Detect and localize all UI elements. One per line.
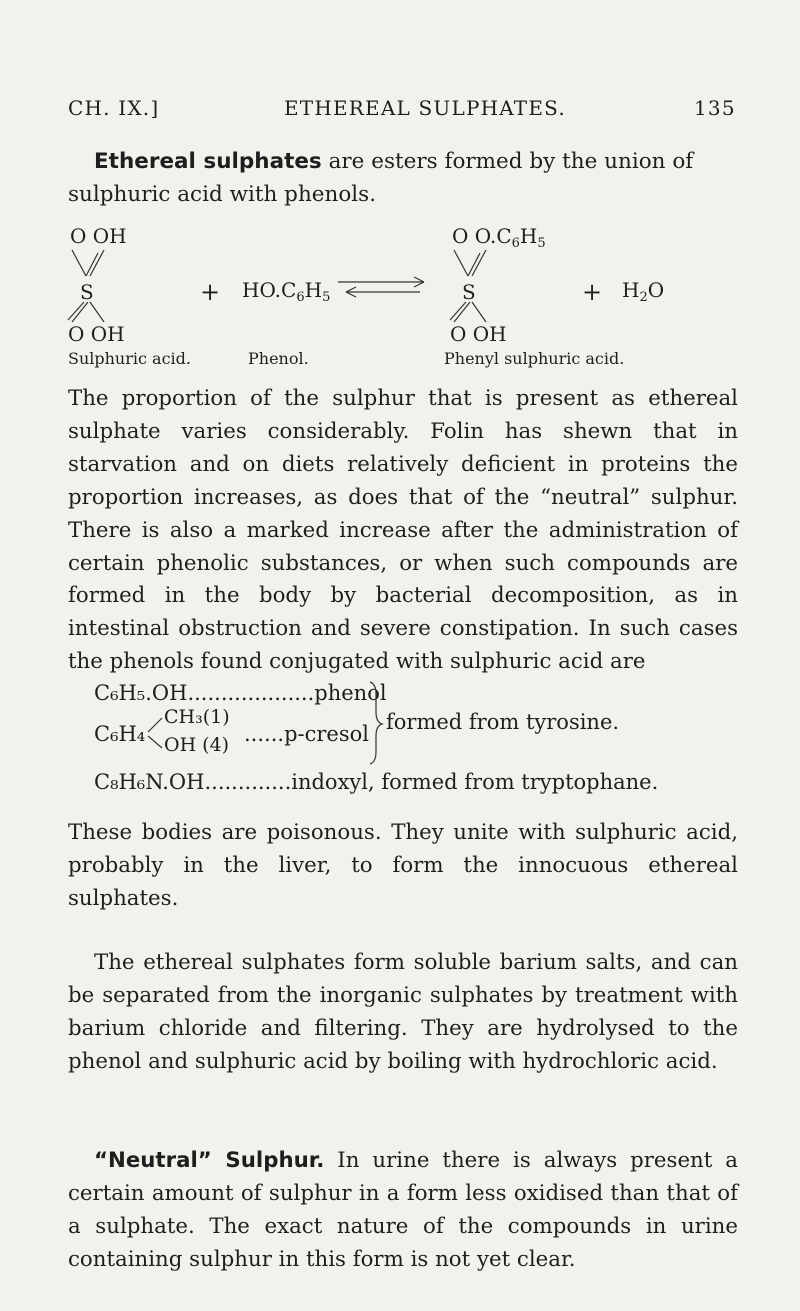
product-sulphur: S <box>462 280 476 304</box>
reactant-bottom: O OH <box>68 322 125 346</box>
cresol-name: p-cresol <box>284 722 369 746</box>
cresol-top-group: CH₃(1) <box>164 706 230 728</box>
water-formula: $H_2O$ <box>622 278 665 305</box>
intro-line-1-text: are esters formed by the union of <box>321 149 694 174</box>
product-bottom: O OH <box>450 322 507 346</box>
intro-line-2: sulphuric acid with phenols. <box>68 182 377 207</box>
section-heading-neutral-sulphur: “Neutral” Sulphur. <box>94 1148 325 1173</box>
bracket-brace <box>370 682 382 764</box>
paragraph-ethereal-proportion: The proportion of the sulphur that is present as ethereal sulphate varies considerably. Folin has shewn that in starvation and on diets relatively deficient in proteins the proportion increases, as does that of the “neutral” sulphur. There is also a marked increase after the administration of certain phenolic substances, or when such compounds are formed in the body by bacterial decomposition, as in intestinal obstruction and severe constipation. In such cases the phenols found conjugated with sulphuric acid are <box>68 386 738 675</box>
label-phenyl-sulphuric-acid: Phenyl sulphuric acid. <box>444 349 625 368</box>
reactant-top: O OH <box>70 224 127 248</box>
running-title: ETHEREAL SULPHATES. <box>284 96 566 120</box>
tyrosine-note: formed from tyrosine. <box>386 710 620 734</box>
phenol-formula: $HO.C_6H_5$ <box>242 278 331 305</box>
paragraph-neutral-sulphur <box>68 1145 738 1277</box>
product-top: O $O.C_6H_5$ <box>452 224 546 251</box>
phenol-name: phenol <box>314 681 387 705</box>
cresol-base: C₆H₄ <box>94 722 146 746</box>
cresol-name-row <box>244 722 369 746</box>
phenol-formula-text: C₆H₅.OH <box>94 681 188 705</box>
reactant-sulphur: S <box>80 280 94 304</box>
page-number: 135 <box>694 96 736 120</box>
paragraph-poisonous: These bodies are poisonous. They unite with sulphuric acid, probably in the liver, to form the innocuous ethereal sulphates. <box>68 820 738 911</box>
chapter-label: CH. IX.] <box>68 96 160 120</box>
leader-dots: ...... <box>244 722 285 746</box>
leader-dots: ............. <box>204 770 292 794</box>
leader-dots: ................... <box>187 681 315 705</box>
plus-sign-2: + <box>582 278 603 306</box>
compound-indoxyl-row <box>94 770 658 794</box>
neutral-sulphur-text: In urine there is always present a certain amount of sulphur in a form less oxidised than that of a sulphate. The exact nature of the compounds in urine containing sulphur in this form is not yet clear. <box>68 1148 738 1272</box>
cresol-bottom-group: OH (4) <box>164 734 230 756</box>
bold-term: Ethereal sulphates <box>94 149 322 174</box>
label-phenol: Phenol. <box>248 349 309 368</box>
indoxyl-formula-text: C₈H₆N.OH <box>94 770 205 794</box>
plus-sign-1: + <box>200 278 221 306</box>
label-sulphuric-acid: Sulphuric acid. <box>68 349 191 368</box>
paragraph-barium-salts: The ethereal sulphates form soluble barium salts, and can be separated from the inorganic sulphates by treatment with barium chloride and filtering. They are hydrolysed to the phenol and sulphuric acid by boiling with hydrochloric acid. <box>68 950 738 1074</box>
indoxyl-name: indoxyl, formed from tryptophane. <box>291 770 659 794</box>
